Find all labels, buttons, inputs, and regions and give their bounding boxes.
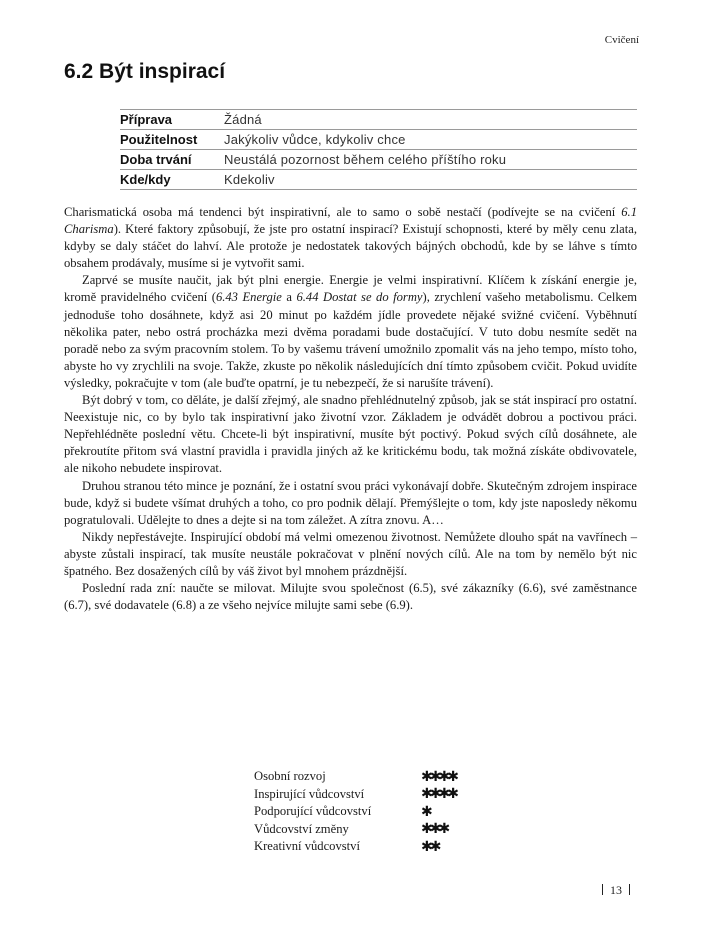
info-value: Kdekoliv [224,172,275,187]
rating-row [254,768,456,786]
body-text [64,204,637,614]
rating-row [254,838,456,856]
cross-reference: 6.1 Charisma [64,205,637,237]
info-label: Kde/kdy [120,172,171,187]
info-label: Příprava [120,112,173,127]
info-value: Žádná [224,112,262,127]
table-row [120,150,637,170]
page-number: 13 [595,883,637,898]
paragraph: Zaprvé se musíte naučit, jak být plni energie. Energie je velmi inspirativní. Klíčem k získání energie je, kromě pravidelného cvičení (6.43 Energie a 6.44 Dostat se do formy), zrychlení vašeho metabolismu. Celkem jednoduše toho dosáhnete, když asi 20 minut po každém jídle provedete nějaké svižné cvičení. Vyběhnutí několika pater, nebo ostrá procházka mezi dvěma poradami bude dostačující. V tuto dobu nesmíte sedět na poradě nebo za svým pracovním stolem. To by vašemu trávení umožnilo zpomalit vás na jeho tempo, místo toho, abyste ho vy zrychlili na svoje. Takže, zkuste po několik následujících dní tímto způsobem cvičit. Pokud uvidíte výsledky, pokračujte v tom (ale buďte opatrní, je tu nebezpečí, že si narušíte trávení). [64,273,638,390]
leadership-ratings [254,768,456,856]
table-row [120,110,637,130]
section-heading: 6.2 Být inspirací [64,60,226,83]
rating-label: Podporující vůdcovství [254,804,372,819]
rating-stars-icon: ✱✱ [421,838,439,855]
info-value: Neustálá pozornost během celého příštího roku [224,152,507,167]
rating-stars-icon: ✱ [421,803,430,820]
cross-reference: 6.44 Dostat se do formy [296,290,423,305]
paragraph: Nikdy nepřestávejte. Inspirující období má velmi omezenou životnost. Nemůžete dlouho spát na vavřínech – abyste zůstali inspirací, tak musíte neustále pokračovat v plnění nových cílů. Ale na tom by nemělo být nic špatného. Bez dosažených cílů by váš život byl mnohem prázdnější. [64,529,637,578]
divider [629,884,630,895]
info-label: Použitelnost [120,132,198,147]
info-label: Doba trvání [120,152,192,167]
rating-row [254,786,456,804]
rating-stars-icon: ✱✱✱✱ [421,786,456,803]
exercise-info-table [120,109,637,190]
table-row [120,170,637,190]
paragraph: Poslední rada zní: naučte se milovat. Milujte svou společnost (6.5), své zákazníky (6.6), své zaměstnance (6.7), své dodavatele (6.8) a ze všeho nejvíce milujte sami sebe (6.9). [64,581,637,613]
table-row [120,130,637,150]
rating-row [254,803,456,821]
rating-label: Vůdcovství změny [254,821,349,836]
info-value: Jakýkoliv vůdce, kdykoliv chce [224,132,406,147]
rating-row [254,821,456,839]
running-head: Cvičení [604,34,639,46]
rating-stars-icon: ✱✱✱✱ [421,768,456,785]
rating-label: Osobní rozvoj [254,769,326,784]
paragraph: Být dobrý v tom, co děláte, je další zřejmý, ale snadno přehlédnutelný způsob, jak se stát inspirací pro ostatní. Neexistuje nic, co by bylo tak inspirativní jako životní vzor. Základem je odvádět dobrou a poctivou práci. Nepřehlédněte poslední větu. Chcete-li být inspirativní, musíte být poctivý. Pokud svých cílů dosáhnete, ale překroutíte přitom svá vlastní pravidla i pravidla jiných až ke kritickému bodu, tak možná získáte obdivovatele, ale nikoho nebudete inspirovat. [64,393,637,476]
rating-label: Kreativní vůdcovství [254,839,360,854]
cross-reference: 6.43 Energie [215,290,282,305]
paragraph: Druhou stranou této mince je poznání, že i ostatní svou práci vykonávají dobře. Skutečným zdrojem inspirace bude, když si budete všímat druhých a toho, co pro podnik dělají. Přemýšlejte o tom, kdy jste naposledy někomu pogratulovali. Udělejte to dnes a dejte si na tom záležet. A zítra znovu. A… [64,478,637,527]
rating-label: Inspirující vůdcovství [254,786,365,801]
rating-stars-icon: ✱✱✱ [421,821,448,838]
paragraph: Charismatická osoba má tendenci být inspirativní, ale to samo o sobě nestačí (podívejte se na cvičení 6.1 Charisma). Které faktory způsobují, že jste pro ostatní inspirací? Existují schopnosti, které by měly cenu zlata, kdyby se daly stáčet do lahví. Ale protože je nedostatek takových bájných obchodů, kde by se láhve s tímto obsahem prodávaly, musíme si je vytvořit sami. [64,205,637,271]
divider [602,884,603,895]
